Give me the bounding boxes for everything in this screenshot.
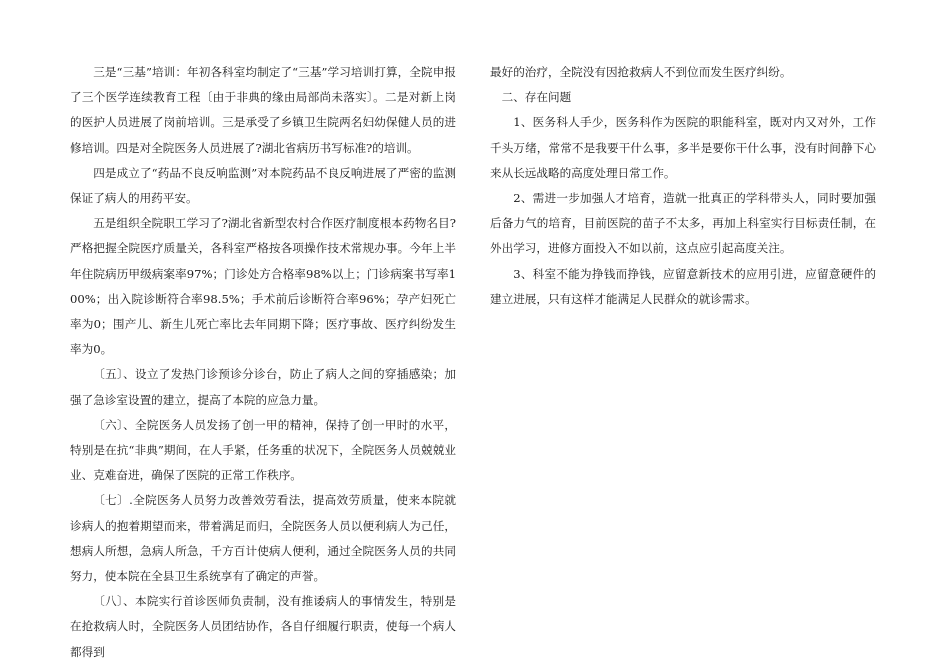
paragraph-sanji-training: 三是“三基”培训：年初各科室均制定了“三基”学习培训打算，全院申报了三个医学连续教育工程〔由于非典的缘由局部尚未落实〕。二是对新上岗的医护人员进展了岗前培训。三是承受了乡镇卫生院两名妇幼保健人员的进修培训。四是对全院医务人员进展了?湖北省病历书写标准?的培训。 (70, 65, 456, 155)
problem-item-3: 3、科室不能为挣钱而挣钱，应留意新技术的应用引进，应留意硬件的建立进展，只有这样才能满足人民群众的就诊需求。 (490, 266, 876, 306)
paragraph-item-6-staff-spirit: 〔六〕、全院医务人员发扬了创一甲的精神，保持了创一甲时的水平，特别是在抗“非典”期间，在人手紧，任务重的状况下，全院医务人员兢兢业业、克难奋进，确保了医院的正常工作秩序。 (70, 417, 456, 483)
paragraph-continuation: 最好的治疗，全院没有因抢救病人不到位而发生医疗纠纷。 (490, 65, 792, 79)
problem-item-1: 1、医务科人手少，医务科作为医院的职能科室，既对内又对外，工作千头万绪，常常不是我要干什么事，多半是要你干什么事，没有时间静下心来从长远战略的高度处理日常工作。 (490, 115, 876, 180)
paragraph-medical-quality: 五是组织全院职工学习了?湖北省新型农村合作医疗制度根本药物名目?严格把握全院医疗质量关，各科室严格按各项操作技术常规办事。今年上半年住院病历甲级病案率97%；门诊处方合格率98%以上；门诊病案书写率100%；出入院诊断符合率98.5%；手术前后诊断符合率96%；孕产妇死亡率为0；围产儿、新生儿死亡率比去年同期下降；医疗事故、医疗纠纷发生率为0。 (70, 216, 456, 357)
left-text-column (70, 60, 456, 665)
section-heading-problems: 二、存在问题 (501, 90, 572, 105)
paragraph-item-5-fever-clinic: 〔五〕、设立了发热门诊预诊分诊台，防止了病人之间的穿插感染；加强了急诊室设置的建立，提高了本院的应急力量。 (70, 367, 456, 407)
problem-item-2: 2、需进一步加强人才培育，造就一批真正的学科带头人，同时要加强后备力气的培育，目前医院的苗子不太多，再加上科室实行目标责任制，在外出学习，进修方面投入不如以前，这点应引起高度关注。 (490, 191, 876, 256)
paragraph-item-8-first-doctor-responsibility: 〔八〕、本院实行首诊医师负责制，没有推诿病人的事情发生，特别是在抢救病人时，全院医务人员团结协作，各自仔细履行职责，使每一个病人都得到 (70, 594, 456, 659)
paragraph-item-7-service-attitude: 〔七〕.全院医务人员努力改善效劳看法，提高效劳质量，使来本院就诊病人的抱着期望而来，带着满足而归，全院医务人员以便利病人为己任，想病人所想，急病人所急，千方百计使病人便利，通过全院医务人员的共同努力，使本院在全县卫生系统享有了确定的声誉。 (70, 493, 456, 584)
paragraph-adverse-drug-monitoring: 四是成立了“药品不良反响监测”对本院药品不良反响进展了严密的监测保证了病人的用药平安。 (70, 165, 456, 206)
right-text-column (490, 60, 876, 312)
